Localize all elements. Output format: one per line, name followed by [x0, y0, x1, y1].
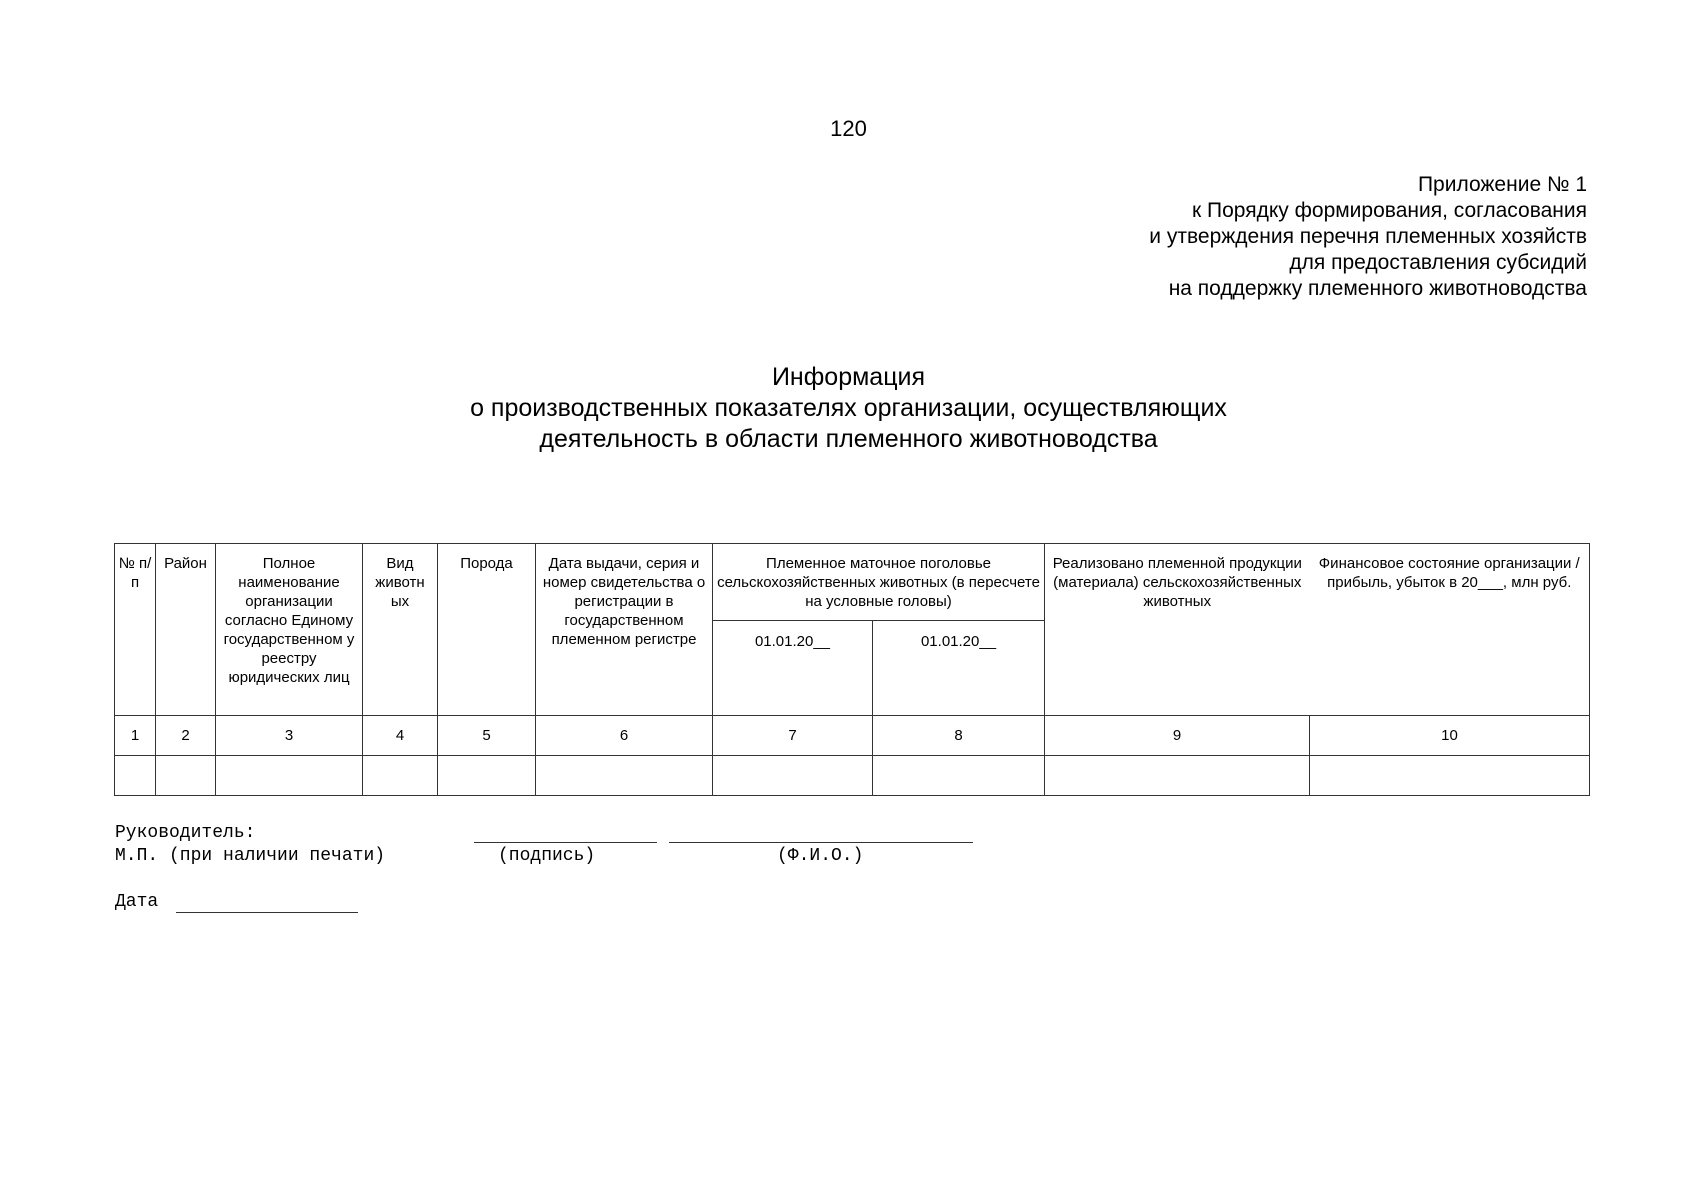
stamp-label: М.П. (при наличии печати)	[115, 846, 386, 866]
header-district: Район	[156, 544, 216, 716]
header-org-name: Полное наименование организации согласно Единому государственном у реестру юридических лиц	[216, 544, 363, 716]
appendix-line: и утверждения перечня племенных хозяйств	[1149, 225, 1587, 248]
column-number: 1	[115, 716, 156, 756]
header-animal-type: Вид животн ых	[363, 544, 438, 716]
column-number: 4	[363, 716, 438, 756]
column-number: 6	[536, 716, 713, 756]
column-number: 9	[1045, 716, 1310, 756]
table-cell[interactable]	[438, 756, 536, 796]
data-entry-row	[115, 756, 1590, 796]
header-date-1: 01.01.20__	[713, 621, 873, 716]
signature-line[interactable]	[474, 842, 657, 843]
table-cell[interactable]	[363, 756, 438, 796]
table-cell[interactable]	[1310, 756, 1590, 796]
title-line: деятельность в области племенного животноводства	[539, 425, 1158, 453]
table-cell[interactable]	[115, 756, 156, 796]
appendix-line: к Порядку формирования, согласования	[1191, 199, 1587, 222]
header-finance: Финансовое состояние организации /прибыль, убыток в 20___, млн руб.	[1310, 544, 1590, 716]
title-line: Информация	[771, 363, 926, 391]
column-number: 10	[1310, 716, 1590, 756]
date-line[interactable]	[176, 912, 358, 913]
column-numbers-row	[115, 716, 1590, 756]
column-number: 7	[713, 716, 873, 756]
appendix-line: Приложение № 1	[1417, 173, 1587, 196]
column-number: 3	[216, 716, 363, 756]
table-cell[interactable]	[216, 756, 363, 796]
table-cell[interactable]	[156, 756, 216, 796]
table-cell[interactable]	[1045, 756, 1310, 796]
name-line[interactable]	[669, 842, 973, 843]
header-num: № п/п	[115, 544, 156, 716]
page-number: 120	[830, 116, 867, 141]
column-number: 5	[438, 716, 536, 756]
header-breed: Порода	[438, 544, 536, 716]
head-label: Руководитель:	[115, 823, 256, 843]
appendix-block	[887, 172, 1587, 302]
header-sold: Реализовано племенной продукции (материала) сельскохозяйственных животных	[1045, 544, 1310, 716]
header-date-2: 01.01.20__	[873, 621, 1045, 716]
date-label: Дата	[115, 892, 159, 912]
document-title	[0, 362, 1697, 455]
header-certificate: Дата выдачи, серия и номер свидетельства о регистрации в государственном племенном регистре	[536, 544, 713, 716]
signature-caption: (подпись)	[498, 846, 596, 866]
column-number: 2	[156, 716, 216, 756]
production-indicators-table	[114, 543, 1590, 796]
appendix-line: на поддержку племенного животноводства	[1168, 277, 1587, 300]
header-livestock: Племенное маточное поголовье сельскохозяйственных животных (в пересчете на условные головы)	[713, 544, 1045, 621]
name-caption: (Ф.И.О.)	[777, 846, 864, 866]
title-line: о производственных показателях организации, осуществляющих	[470, 394, 1227, 422]
table-cell[interactable]	[873, 756, 1045, 796]
column-number: 8	[873, 716, 1045, 756]
table-cell[interactable]	[536, 756, 713, 796]
appendix-line: для предоставления субсидий	[1289, 251, 1587, 274]
table-cell[interactable]	[713, 756, 873, 796]
